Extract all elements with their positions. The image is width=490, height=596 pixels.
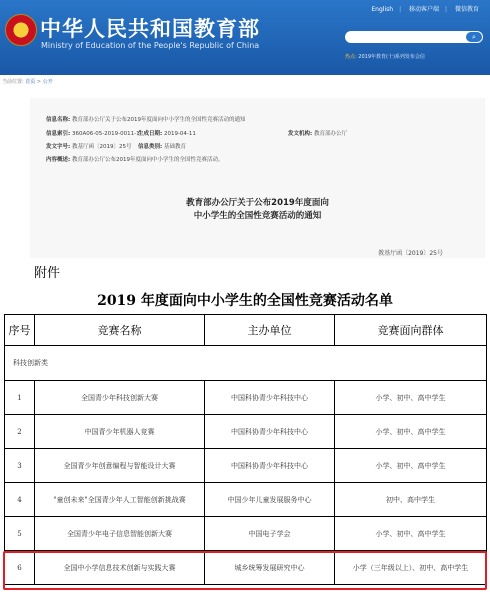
row-org: 中国少年儿童发展服务中心 bbox=[205, 483, 335, 517]
row-no: 5 bbox=[5, 517, 35, 551]
info-row-summary: 内容概述: 教育部办公厅公布2019年度面向中小学生的全国性竞赛活动。 bbox=[46, 157, 224, 163]
table-row bbox=[5, 415, 487, 449]
english-link[interactable]: English bbox=[371, 6, 394, 13]
row-org: 中国科协青少年科技中心 bbox=[205, 415, 335, 449]
category-row bbox=[5, 346, 487, 381]
info-row-docno: 发文字号: 教基厅函〔2019〕25号 bbox=[46, 144, 132, 150]
document-title-line2: 中小学生的全国性竞赛活动的通知 bbox=[193, 211, 322, 221]
row-target: 小学（三年级以上）、初中、高中学生 bbox=[335, 551, 487, 585]
row-target: 小学、初中、高中学生 bbox=[335, 517, 487, 551]
site-title[interactable]: 中华人民共和国教育部 bbox=[40, 17, 260, 41]
header-name: 竞赛名称 bbox=[35, 315, 205, 346]
row-name: 全国青少年科技创新大赛 bbox=[35, 381, 205, 415]
site-header bbox=[0, 0, 490, 75]
row-org: 城乡统筹发展研究中心 bbox=[205, 551, 335, 585]
document-number: 教基厅函〔2019〕25号 bbox=[378, 250, 443, 257]
row-target: 小学、初中、高中学生 bbox=[335, 415, 487, 449]
row-no: 2 bbox=[5, 415, 35, 449]
document-info-panel bbox=[30, 98, 485, 258]
breadcrumb bbox=[2, 78, 53, 85]
document-title-line1: 教育部办公厅关于公布2019年度面向 bbox=[186, 198, 329, 208]
row-org: 中国科协青少年科技中心 bbox=[205, 381, 335, 415]
mobile-client-link[interactable]: 移动客户端 bbox=[409, 6, 440, 13]
table-row bbox=[5, 381, 487, 415]
breadcrumb-prefix: 当前位置: bbox=[2, 79, 24, 85]
table-row bbox=[5, 517, 487, 551]
table-header-row bbox=[5, 315, 487, 346]
row-no: 3 bbox=[5, 449, 35, 483]
row-target: 小学、初中、高中学生 bbox=[335, 449, 487, 483]
row-org: 中国电子学会 bbox=[205, 517, 335, 551]
info-row-date: 生成日期: 2019-04-11 bbox=[138, 131, 196, 137]
row-no: 6 bbox=[5, 551, 35, 585]
table-row bbox=[5, 449, 487, 483]
row-name: 中国青少年机器人竞赛 bbox=[35, 415, 205, 449]
top-links: English | 移动客户端 | 微信教育 bbox=[371, 6, 479, 13]
row-name: 全国青少年电子信息智能创新大赛 bbox=[35, 517, 205, 551]
breadcrumb-home[interactable]: 首页 bbox=[25, 79, 36, 85]
info-row-name: 信息名称: 教育部办公厅关于公布2019年度面向中小学生的全国性竞赛活动的通知 bbox=[46, 117, 246, 123]
info-row-org: 发文机构: 教育部办公厅 bbox=[288, 131, 347, 137]
info-row-type: 信息类别: 基础教育 bbox=[138, 144, 186, 150]
row-no: 1 bbox=[5, 381, 35, 415]
row-target: 小学、初中、高中学生 bbox=[335, 381, 487, 415]
search-icon[interactable]: ⌕ bbox=[466, 32, 482, 42]
search-input[interactable] bbox=[345, 31, 483, 43]
table-row-highlighted bbox=[5, 551, 487, 585]
header-target: 竞赛面向群体 bbox=[335, 315, 487, 346]
attachment-label: 附件 bbox=[34, 266, 61, 281]
row-name: 全国青少年创意编程与智能设计大赛 bbox=[35, 449, 205, 483]
row-name: 全国中小学信息技术创新与实践大赛 bbox=[35, 551, 205, 585]
breadcrumb-current[interactable]: 公开 bbox=[42, 79, 53, 85]
breadcrumb-separator: > bbox=[36, 79, 42, 85]
row-target: 初中、高中学生 bbox=[335, 483, 487, 517]
table-row bbox=[5, 483, 487, 517]
category-cell: 科技创新类 bbox=[5, 346, 487, 381]
hot-topics bbox=[345, 53, 425, 60]
hot-label: 热点: bbox=[345, 54, 357, 60]
list-title: 2019 年度面向中小学生的全国性竞赛活动名单 bbox=[97, 293, 393, 309]
header-no: 序号 bbox=[5, 315, 35, 346]
row-name: "童创未来"全国青少年人工智能创新挑战赛 bbox=[35, 483, 205, 517]
row-org: 中国科协青少年科技中心 bbox=[205, 449, 335, 483]
site-subtitle: Ministry of Education of the People's Republic of China bbox=[41, 41, 260, 50]
wechat-link[interactable]: 微信教育 bbox=[454, 6, 479, 13]
header-org: 主办单位 bbox=[205, 315, 335, 346]
competition-table bbox=[4, 314, 487, 585]
row-no: 4 bbox=[5, 483, 35, 517]
national-emblem-icon[interactable]: ★ bbox=[5, 14, 37, 46]
hot-link[interactable]: 2019年教育(十)系列发布会信 bbox=[358, 54, 425, 60]
info-row-code: 信息索引: 360A06-05-2019-0011-1 bbox=[46, 131, 140, 137]
